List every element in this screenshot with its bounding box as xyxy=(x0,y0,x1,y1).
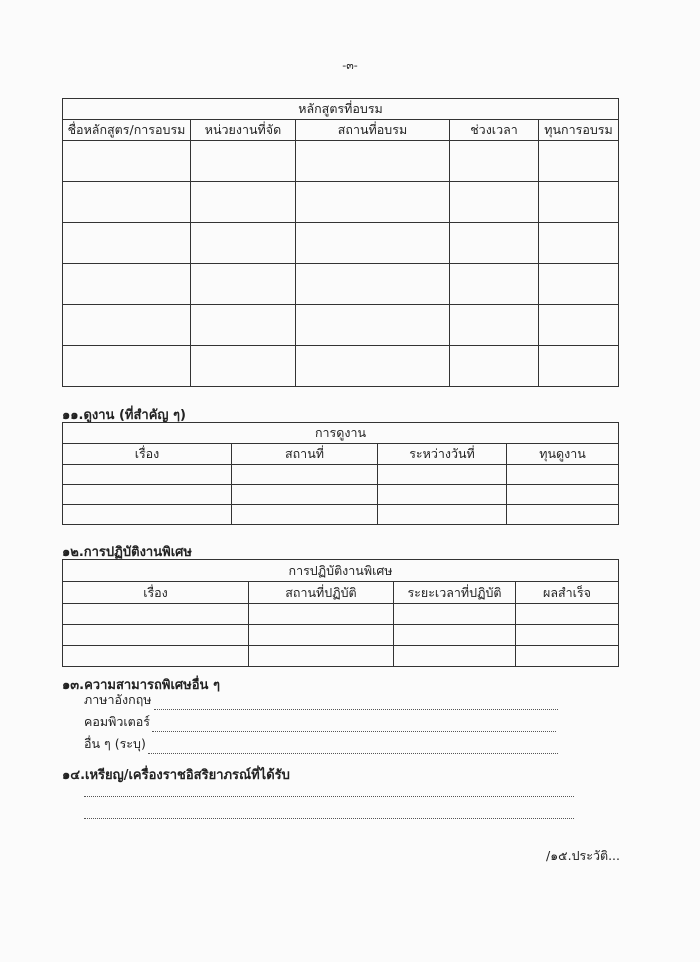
table-cell[interactable] xyxy=(450,264,539,305)
table-cell[interactable] xyxy=(249,625,394,646)
training-table-caption: หลักสูตรที่อบรม xyxy=(63,99,619,120)
table-row xyxy=(63,465,619,485)
medal-line-1[interactable] xyxy=(84,795,574,797)
table-cell[interactable] xyxy=(191,141,296,182)
section-12-title: ๑๒.การปฏิบัติงานพิเศษ xyxy=(62,545,192,560)
table-row xyxy=(63,625,619,646)
table-cell[interactable] xyxy=(394,604,516,625)
section-11-title: ๑๑.ดูงาน (ที่สำคัญ ๆ) xyxy=(62,408,186,423)
table-cell[interactable] xyxy=(232,465,378,485)
table-cell[interactable] xyxy=(63,646,249,667)
table-cell[interactable] xyxy=(378,485,507,505)
table-cell[interactable] xyxy=(450,305,539,346)
table-cell[interactable] xyxy=(63,346,191,387)
column-header: เรื่อง xyxy=(63,582,249,604)
table-cell[interactable] xyxy=(191,182,296,223)
table-cell[interactable] xyxy=(63,264,191,305)
table-row xyxy=(63,182,619,223)
table-cell[interactable] xyxy=(378,505,507,525)
table-cell[interactable] xyxy=(191,223,296,264)
study-visit-table xyxy=(62,422,619,525)
table-cell[interactable] xyxy=(191,264,296,305)
column-header: หน่วยงานที่จัด xyxy=(191,120,296,141)
table-cell[interactable] xyxy=(63,141,191,182)
table-cell[interactable] xyxy=(232,485,378,505)
table-cell[interactable] xyxy=(539,346,619,387)
table-cell[interactable] xyxy=(63,223,191,264)
table-cell[interactable] xyxy=(507,465,619,485)
table-cell[interactable] xyxy=(450,141,539,182)
table-cell[interactable] xyxy=(378,465,507,485)
special-work-table xyxy=(62,559,619,667)
table-cell[interactable] xyxy=(249,646,394,667)
table-cell[interactable] xyxy=(516,625,619,646)
special-work-caption: การปฏิบัติงานพิเศษ xyxy=(63,560,619,582)
computer-skill-field[interactable] xyxy=(84,712,556,732)
table-cell[interactable] xyxy=(394,646,516,667)
table-cell[interactable] xyxy=(296,264,450,305)
english-skill-field[interactable] xyxy=(84,690,558,710)
table-row xyxy=(63,264,619,305)
table-cell[interactable] xyxy=(539,305,619,346)
column-header: สถานที่อบรม xyxy=(296,120,450,141)
medal-line-2[interactable] xyxy=(84,817,574,819)
table-row xyxy=(63,604,619,625)
column-header: สถานที่ปฏิบัติ xyxy=(249,582,394,604)
table-cell[interactable] xyxy=(191,346,296,387)
table-cell[interactable] xyxy=(232,505,378,525)
table-cell[interactable] xyxy=(507,485,619,505)
table-cell[interactable] xyxy=(296,223,450,264)
table-row xyxy=(63,485,619,505)
table-cell[interactable] xyxy=(539,264,619,305)
page-number: -๓- xyxy=(342,59,358,72)
table-row xyxy=(63,141,619,182)
table-cell[interactable] xyxy=(450,346,539,387)
table-cell[interactable] xyxy=(191,305,296,346)
table-row xyxy=(63,505,619,525)
training-table xyxy=(62,98,619,387)
other-skill-field[interactable] xyxy=(84,734,558,754)
table-cell[interactable] xyxy=(296,346,450,387)
table-cell[interactable] xyxy=(63,485,232,505)
column-header: ช่วงเวลา xyxy=(450,120,539,141)
table-cell[interactable] xyxy=(450,223,539,264)
table-cell[interactable] xyxy=(450,182,539,223)
table-cell[interactable] xyxy=(249,604,394,625)
table-cell[interactable] xyxy=(516,646,619,667)
column-header: ระยะเวลาที่ปฏิบัติ xyxy=(394,582,516,604)
table-cell[interactable] xyxy=(296,141,450,182)
table-cell[interactable] xyxy=(63,604,249,625)
table-cell[interactable] xyxy=(63,465,232,485)
column-header: ผลสำเร็จ xyxy=(516,582,619,604)
table-cell[interactable] xyxy=(63,182,191,223)
table-cell[interactable] xyxy=(63,505,232,525)
section-13-title: ๑๓.ความสามารถพิเศษอื่น ๆ xyxy=(62,678,220,693)
column-header: ชื่อหลักสูตร/การอบรม xyxy=(63,120,191,141)
table-row xyxy=(63,305,619,346)
english-skill-label: ภาษาอังกฤษ xyxy=(84,692,152,707)
table-row xyxy=(63,223,619,264)
column-header: ทุนการอบรม xyxy=(539,120,619,141)
table-cell[interactable] xyxy=(539,223,619,264)
table-cell[interactable] xyxy=(394,625,516,646)
table-cell[interactable] xyxy=(296,182,450,223)
column-header: สถานที่ xyxy=(232,444,378,465)
column-header: ทุนดูงาน xyxy=(507,444,619,465)
table-row xyxy=(63,346,619,387)
table-row xyxy=(63,646,619,667)
next-page-note: /๑๕.ประวัติ... xyxy=(546,848,620,863)
column-header: เรื่อง xyxy=(63,444,232,465)
computer-skill-label: คอมพิวเตอร์ xyxy=(84,714,150,729)
section-14-title: ๑๔.เหรียญ/เครื่องราชอิสริยาภรณ์ที่ได้รับ xyxy=(62,768,290,783)
table-cell[interactable] xyxy=(296,305,450,346)
study-visit-caption: การดูงาน xyxy=(63,423,619,444)
table-cell[interactable] xyxy=(63,625,249,646)
table-cell[interactable] xyxy=(539,141,619,182)
column-header: ระหว่างวันที่ xyxy=(378,444,507,465)
table-cell[interactable] xyxy=(516,604,619,625)
table-cell[interactable] xyxy=(507,505,619,525)
table-cell[interactable] xyxy=(63,305,191,346)
table-cell[interactable] xyxy=(539,182,619,223)
other-skill-label: อื่น ๆ (ระบุ) xyxy=(84,736,146,751)
